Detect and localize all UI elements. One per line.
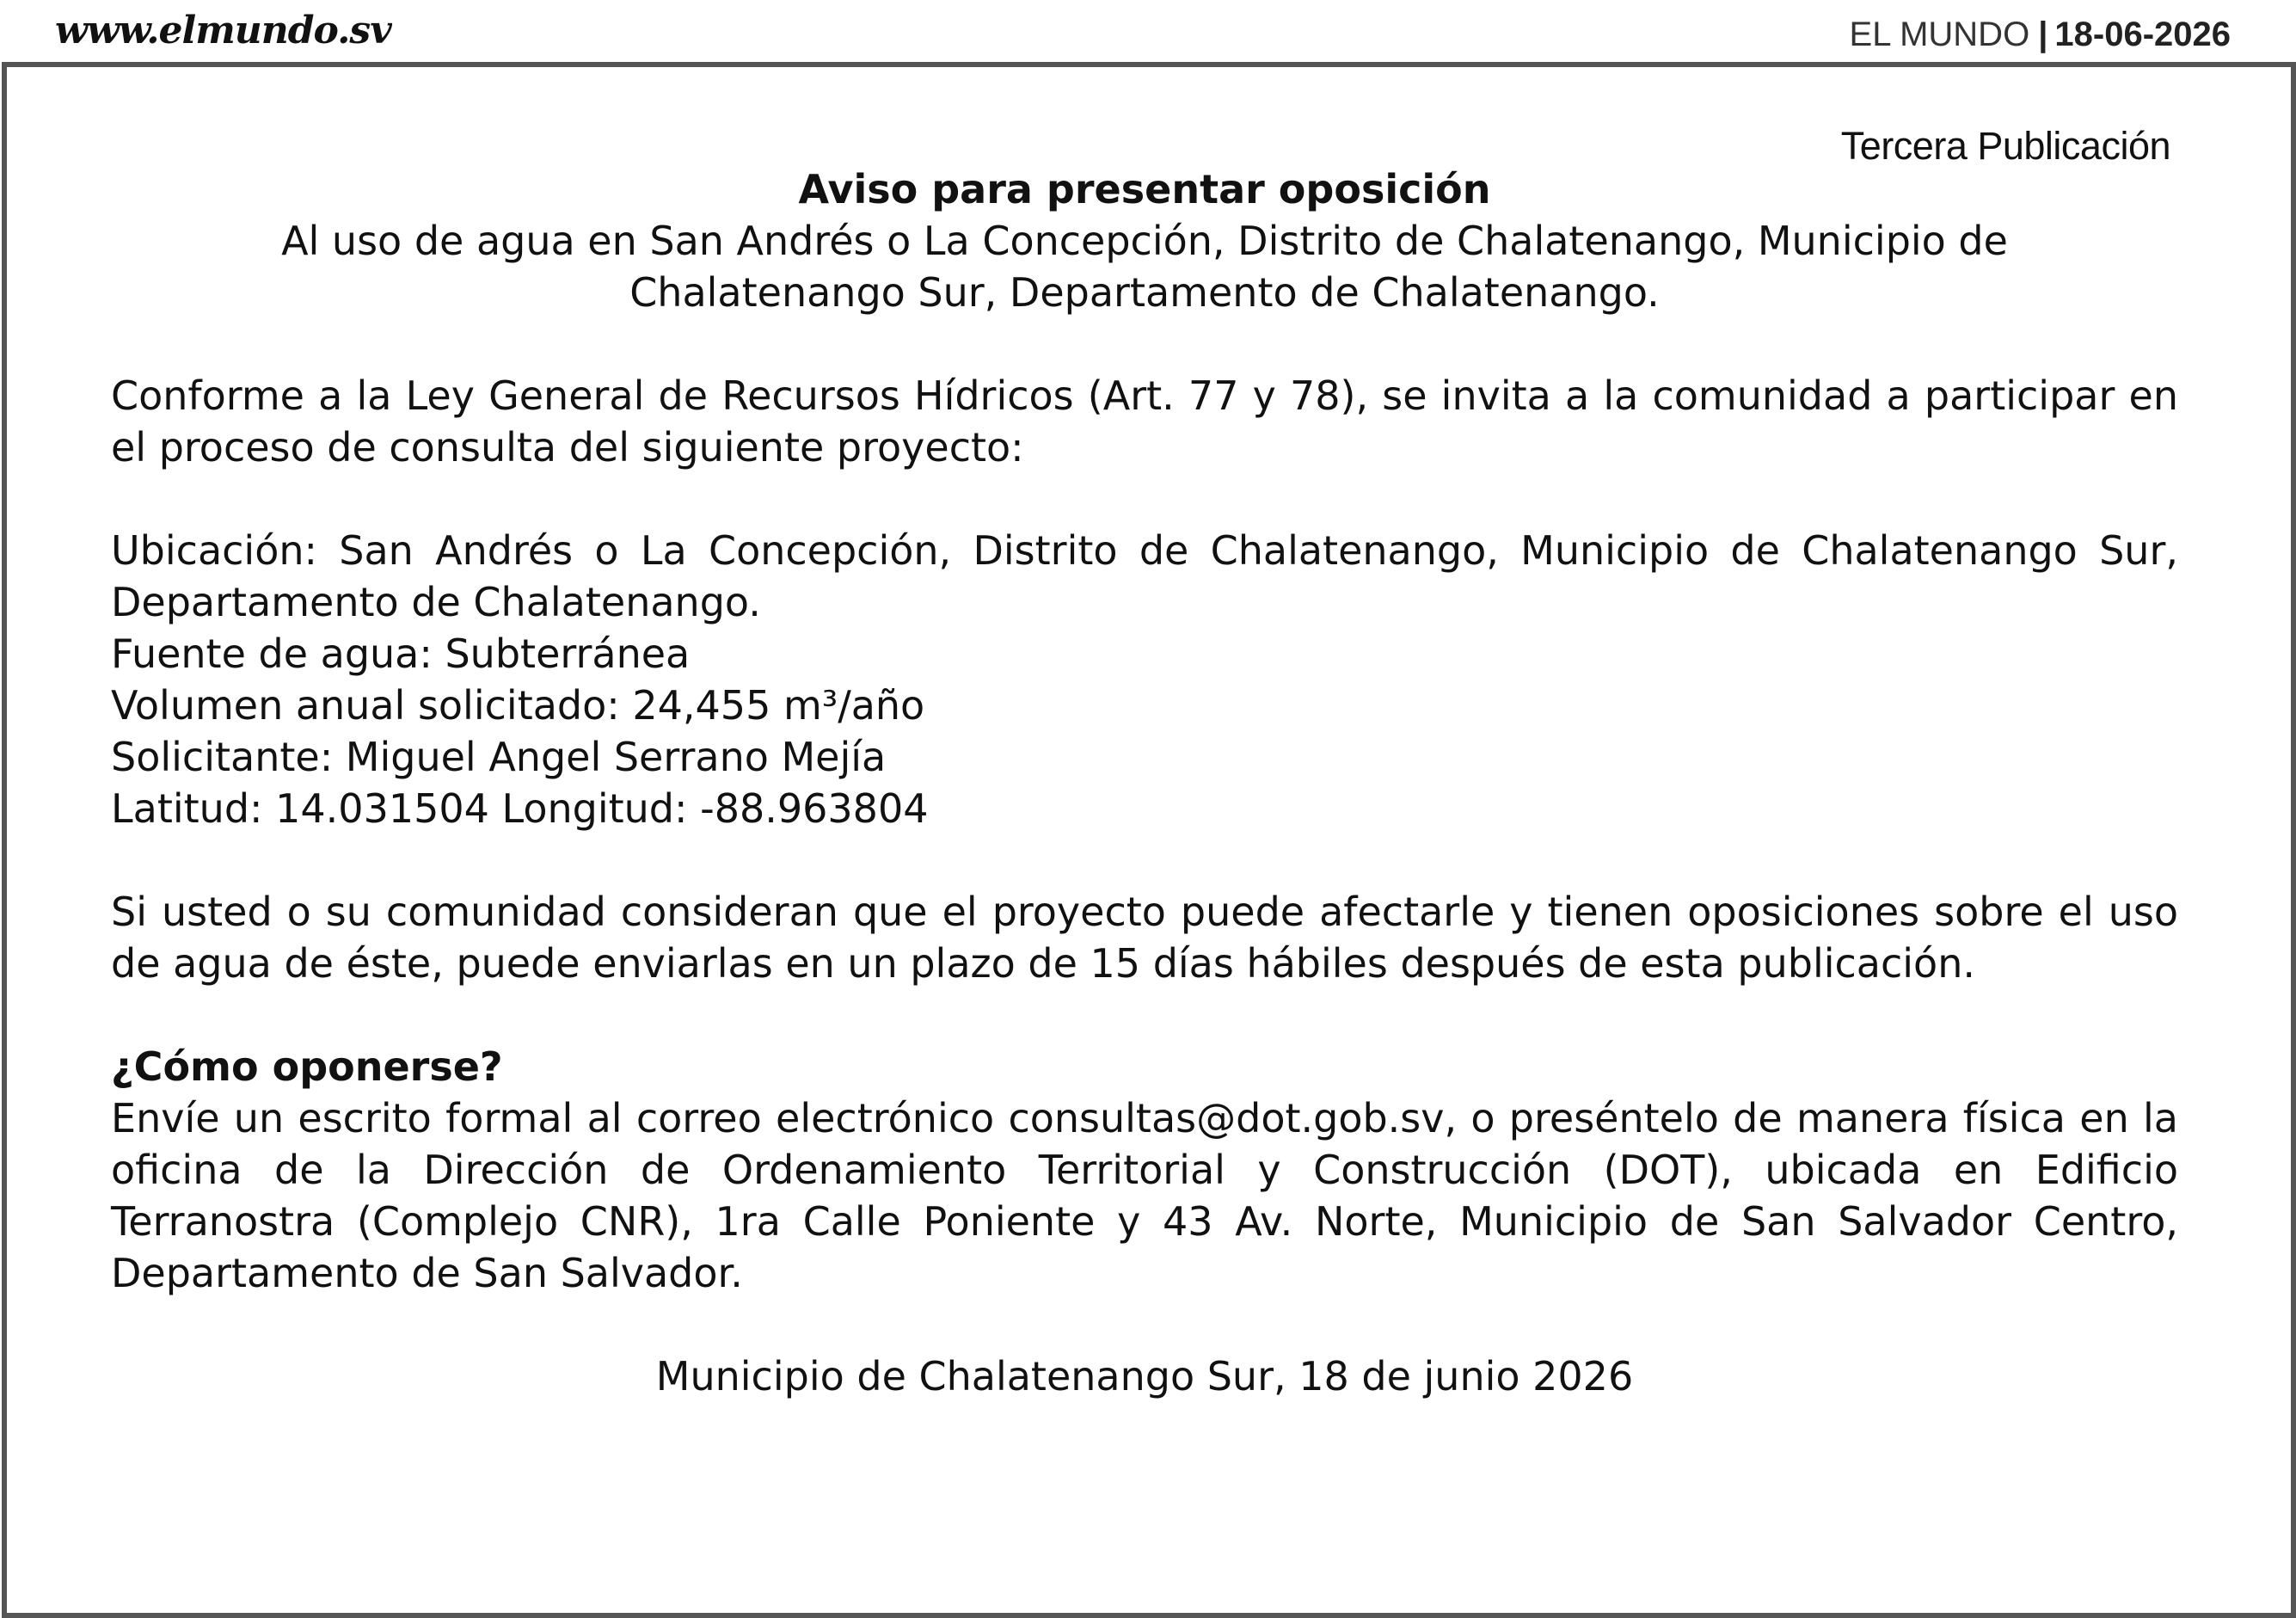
page-header [0, 0, 2296, 65]
detail-solicitante: Solicitante: Miguel Angel Serrano Mejía [111, 734, 887, 780]
detail-coordenadas: Latitud: 14.031504 Longitud: -88.963804 [111, 785, 929, 832]
paper-name: EL MUNDO [1849, 15, 2030, 53]
masthead-separator: | [2038, 15, 2048, 53]
detail-volumen: Volumen anual solicitado: 24,455 m³/año [111, 682, 925, 729]
subtitle-line-2: Chalatenango Sur, Departamento de Chalatenango. [629, 269, 1660, 316]
intro-paragraph: Conforme a la Ley General de Recursos Hídricos (Art. 77 y 78), se invita a la comunidad a participar en el proceso de consulta del siguiente proyecto: [111, 372, 2178, 471]
how-to-oppose-heading: ¿Cómo oponerse? [111, 1043, 503, 1090]
masthead [1850, 15, 2231, 54]
notice-footer: Municipio de Chalatenango Sur, 18 de junio 2026 [655, 1353, 1634, 1400]
notice-content [111, 163, 2178, 1402]
issue-date: 18-06-2026 [2054, 15, 2231, 53]
opposition-paragraph: Si usted o su comunidad consideran que el proyecto puede afectarle y tienen oposiciones sobre el uso de agua de éste, puede enviarlas en un plazo de 15 días hábiles después de esta publicación. [111, 889, 2178, 987]
notice-subtitle [111, 215, 2178, 318]
how-to-oppose-text: Envíe un escrito formal al correo electrónico consultas@dot.gob.sv, o preséntelo de manera física en la oficina de la Dirección de Ordenamiento Territorial y Construcción (DOT), ubicada en Edificio Terranostra (Complejo CNR), 1ra Calle Poniente y 43 Av. Norte, Municipio de San Salvador Centro, Departamento de San Salvador. [111, 1095, 2178, 1296]
publication-label: Tercera Publicación [1840, 124, 2170, 168]
detail-fuente: Fuente de agua: Subterránea [111, 631, 691, 677]
notice-title: Aviso para presentar oposición [798, 166, 1491, 212]
site-url[interactable]: www.elmundo.sv [55, 9, 391, 52]
subtitle-line-1: Al uso de agua en San Andrés o La Concepción, Distrito de Chalatenango, Municipio de [281, 218, 2008, 264]
detail-ubicacion: Ubicación: San Andrés o La Concepción, Distrito de Chalatenango, Municipio de Chalatenango Sur, Departamento de Chalatenango. [111, 527, 2178, 625]
